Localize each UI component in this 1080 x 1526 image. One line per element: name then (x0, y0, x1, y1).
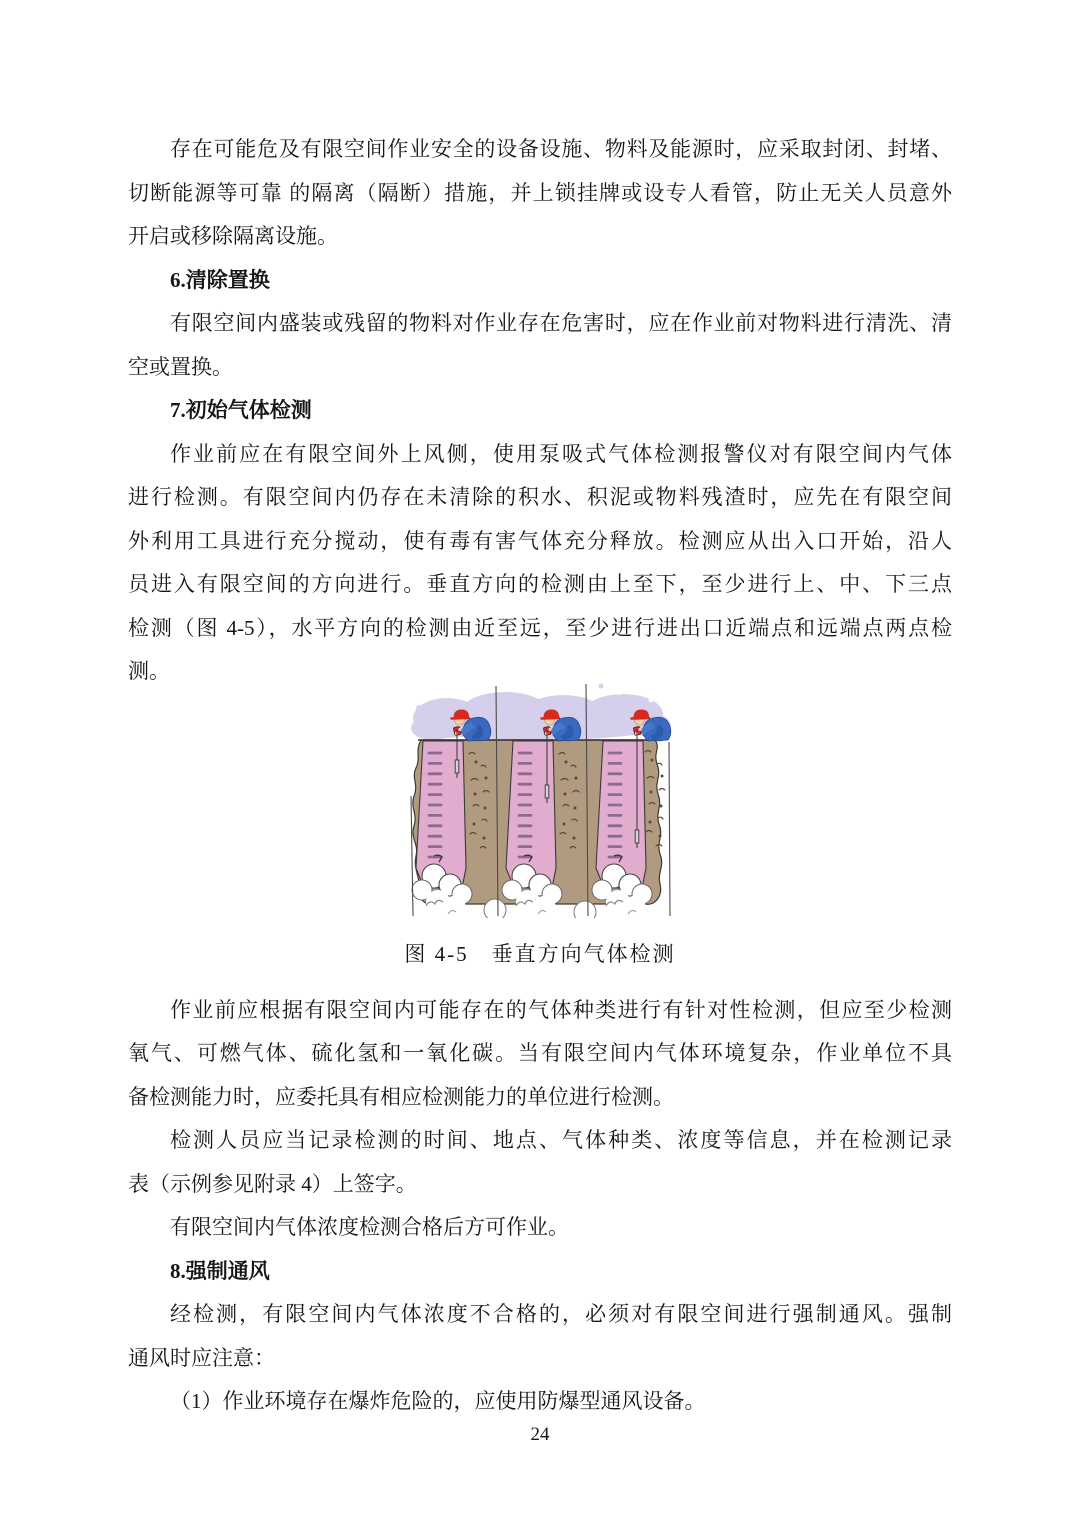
paragraph-line: 有限空间内盛装或残留的物料对作业存在危害时，应在作业前对物料进行清洗、清 (170, 311, 952, 335)
paragraph-line: 有限空间内气体浓度检测合格后方可作业。 (170, 1215, 569, 1239)
page-body (128, 128, 952, 1424)
paragraph-line: 空或置换。 (128, 354, 233, 379)
gas-detection-illustration (405, 680, 675, 918)
paragraph-line: 表（示例参见附录 4）上签字。 (128, 1171, 417, 1196)
paragraph-line: 作业前应根据有限空间内可能存在的气体种类进行有针对性检测，但应至少检测 (170, 997, 952, 1022)
paragraph-line: （1）作业环境存在爆炸危险的，应使用防爆型通风设备。 (170, 1389, 706, 1413)
paragraph-line: 检测人员应当记录检测的时间、地点、气体种类、浓度等信息，并在检测记录 (170, 1128, 952, 1152)
section-heading: 6.清除置换 (170, 267, 270, 292)
paragraph-line: 氧气、可燃气体、硫化氢和一氧化碳。当有限空间内气体环境复杂，作业单位不具 (128, 1041, 952, 1065)
paragraph-line: 开启或移除隔离设施。 (128, 224, 338, 248)
section-heading: 8.强制通风 (170, 1258, 270, 1283)
paragraph-line: 切断能源等可靠 的隔离（隔断）措施，并上锁挂牌或设专人看管，防止无关人员意外 (128, 180, 952, 205)
section-heading: 7.初始气体检测 (170, 398, 312, 422)
paragraph-line: 外利用工具进行充分搅动，使有毒有害气体充分释放。检测应从出入口开始，沿人 (128, 528, 952, 553)
page-number: 24 (530, 1424, 550, 1445)
figure-4-5 (128, 680, 952, 977)
paragraph-line: 经检测，有限空间内气体浓度不合格的，必须对有限空间进行强制通风。强制 (170, 1302, 952, 1326)
paragraph-line: 存在可能危及有限空间作业安全的设备设施、物料及能源时，应采取封闭、封堵、 (170, 137, 952, 161)
paragraph-line: 作业前应在有限空间外上风侧，使用泵吸式气体检测报警仪对有限空间内气体 (170, 441, 952, 466)
paragraph-line: 检测（图 4-5），水平方向的检测由近至远，至少进行进出口近端点和远端点两点检 (128, 615, 952, 640)
figure-caption: 图 4-5 垂直方向气体检测 (404, 942, 676, 966)
paragraph-line: 备检测能力时，应委托具有相应检测能力的单位进行检测。 (128, 1084, 674, 1109)
paragraph-line: 进行检测。有限空间内仍存在未清除的积水、积泥或物料残渣时，应先在有限空间 (128, 485, 952, 509)
paragraph-line: 员进入有限空间的方向进行。垂直方向的检测由上至下，至少进行上、中、下三点 (128, 572, 952, 596)
paragraph-line: 测。 (128, 659, 170, 683)
paragraph-line: 通风时应注意： (128, 1345, 275, 1370)
